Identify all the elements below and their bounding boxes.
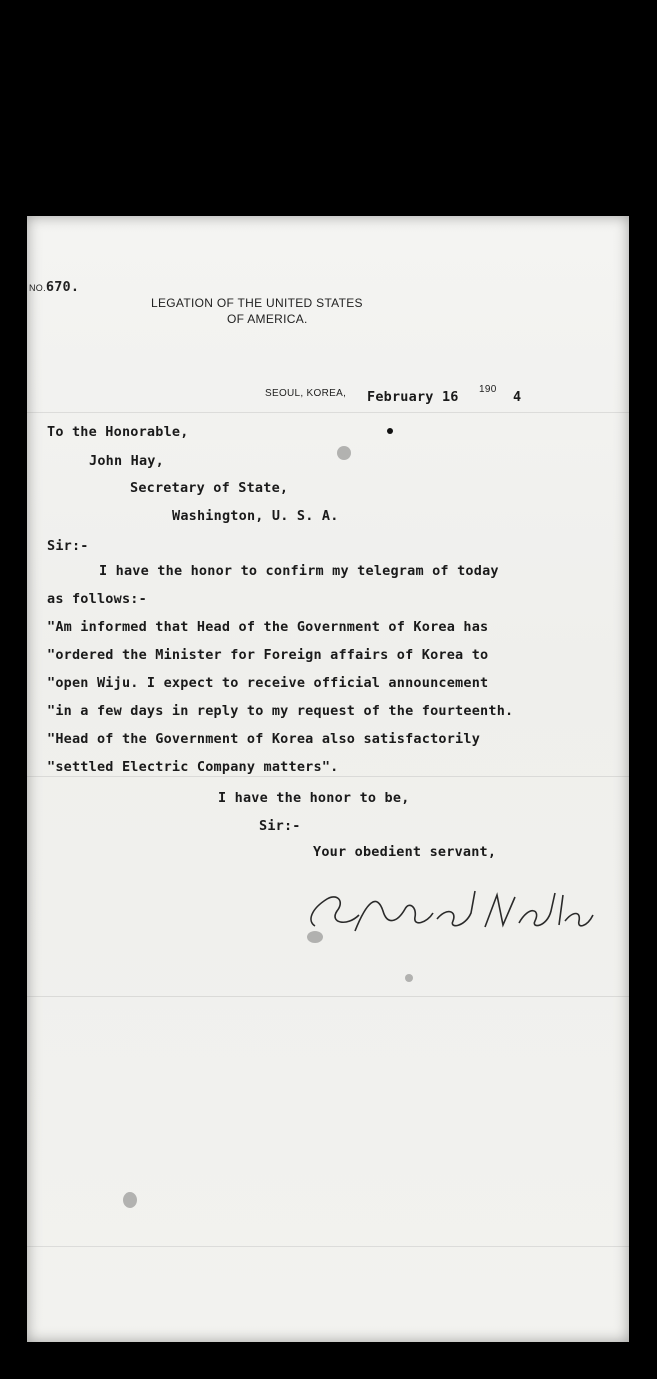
body-line-1: I have the honor to confirm my telegram of today xyxy=(99,563,499,579)
address-line-1: To the Honorable, xyxy=(47,424,189,440)
body-line-3: "Am informed that Head of the Government of Korea has xyxy=(47,619,489,635)
address-line-2: John Hay, xyxy=(89,453,164,469)
paper-rule xyxy=(27,412,629,413)
paper-rule xyxy=(27,996,629,997)
number-value: 670. xyxy=(45,279,80,295)
address-line-4: Washington, U. S. A. xyxy=(172,508,339,524)
letterhead-line-2: OF AMERICA. xyxy=(227,312,308,326)
address-line-3: Secretary of State, xyxy=(130,480,289,496)
body-line-8: "settled Electric Company matters". xyxy=(47,759,339,775)
body-line-7: "Head of the Government of Korea also satisfactorily xyxy=(47,731,481,747)
paper-stain xyxy=(405,974,413,982)
document-number xyxy=(29,279,79,295)
paper-stain xyxy=(123,1192,137,1208)
body-line-2: as follows:- xyxy=(47,591,147,607)
handwritten-signature xyxy=(297,871,597,941)
dateline-year-prefix: 190 xyxy=(479,384,497,395)
ink-dot xyxy=(387,428,393,434)
number-label: NO. xyxy=(29,283,46,293)
paper-stain xyxy=(307,931,323,943)
letterhead-line-1: LEGATION OF THE UNITED STATES xyxy=(151,296,363,310)
paper-stain xyxy=(337,446,351,460)
salutation: Sir:- xyxy=(47,538,89,554)
dateline-year-suffix: 4 xyxy=(513,389,522,405)
body-line-4: "ordered the Minister for Foreign affairs of Korea to xyxy=(47,647,489,663)
paper-rule xyxy=(27,776,629,777)
dateline-place: SEOUL, KOREA, xyxy=(265,388,347,399)
body-line-5: "open Wiju. I expect to receive official announcement xyxy=(47,675,489,691)
closing-line-2: Sir:- xyxy=(259,818,301,834)
dateline-month-day: February 16 xyxy=(367,389,459,405)
closing-line-3: Your obedient servant, xyxy=(313,844,497,860)
closing-line-1: I have the honor to be, xyxy=(218,790,410,806)
letter-page xyxy=(27,216,629,1342)
body-line-6: "in a few days in reply to my request of the fourteenth. xyxy=(47,703,514,719)
paper-rule xyxy=(27,1246,629,1247)
